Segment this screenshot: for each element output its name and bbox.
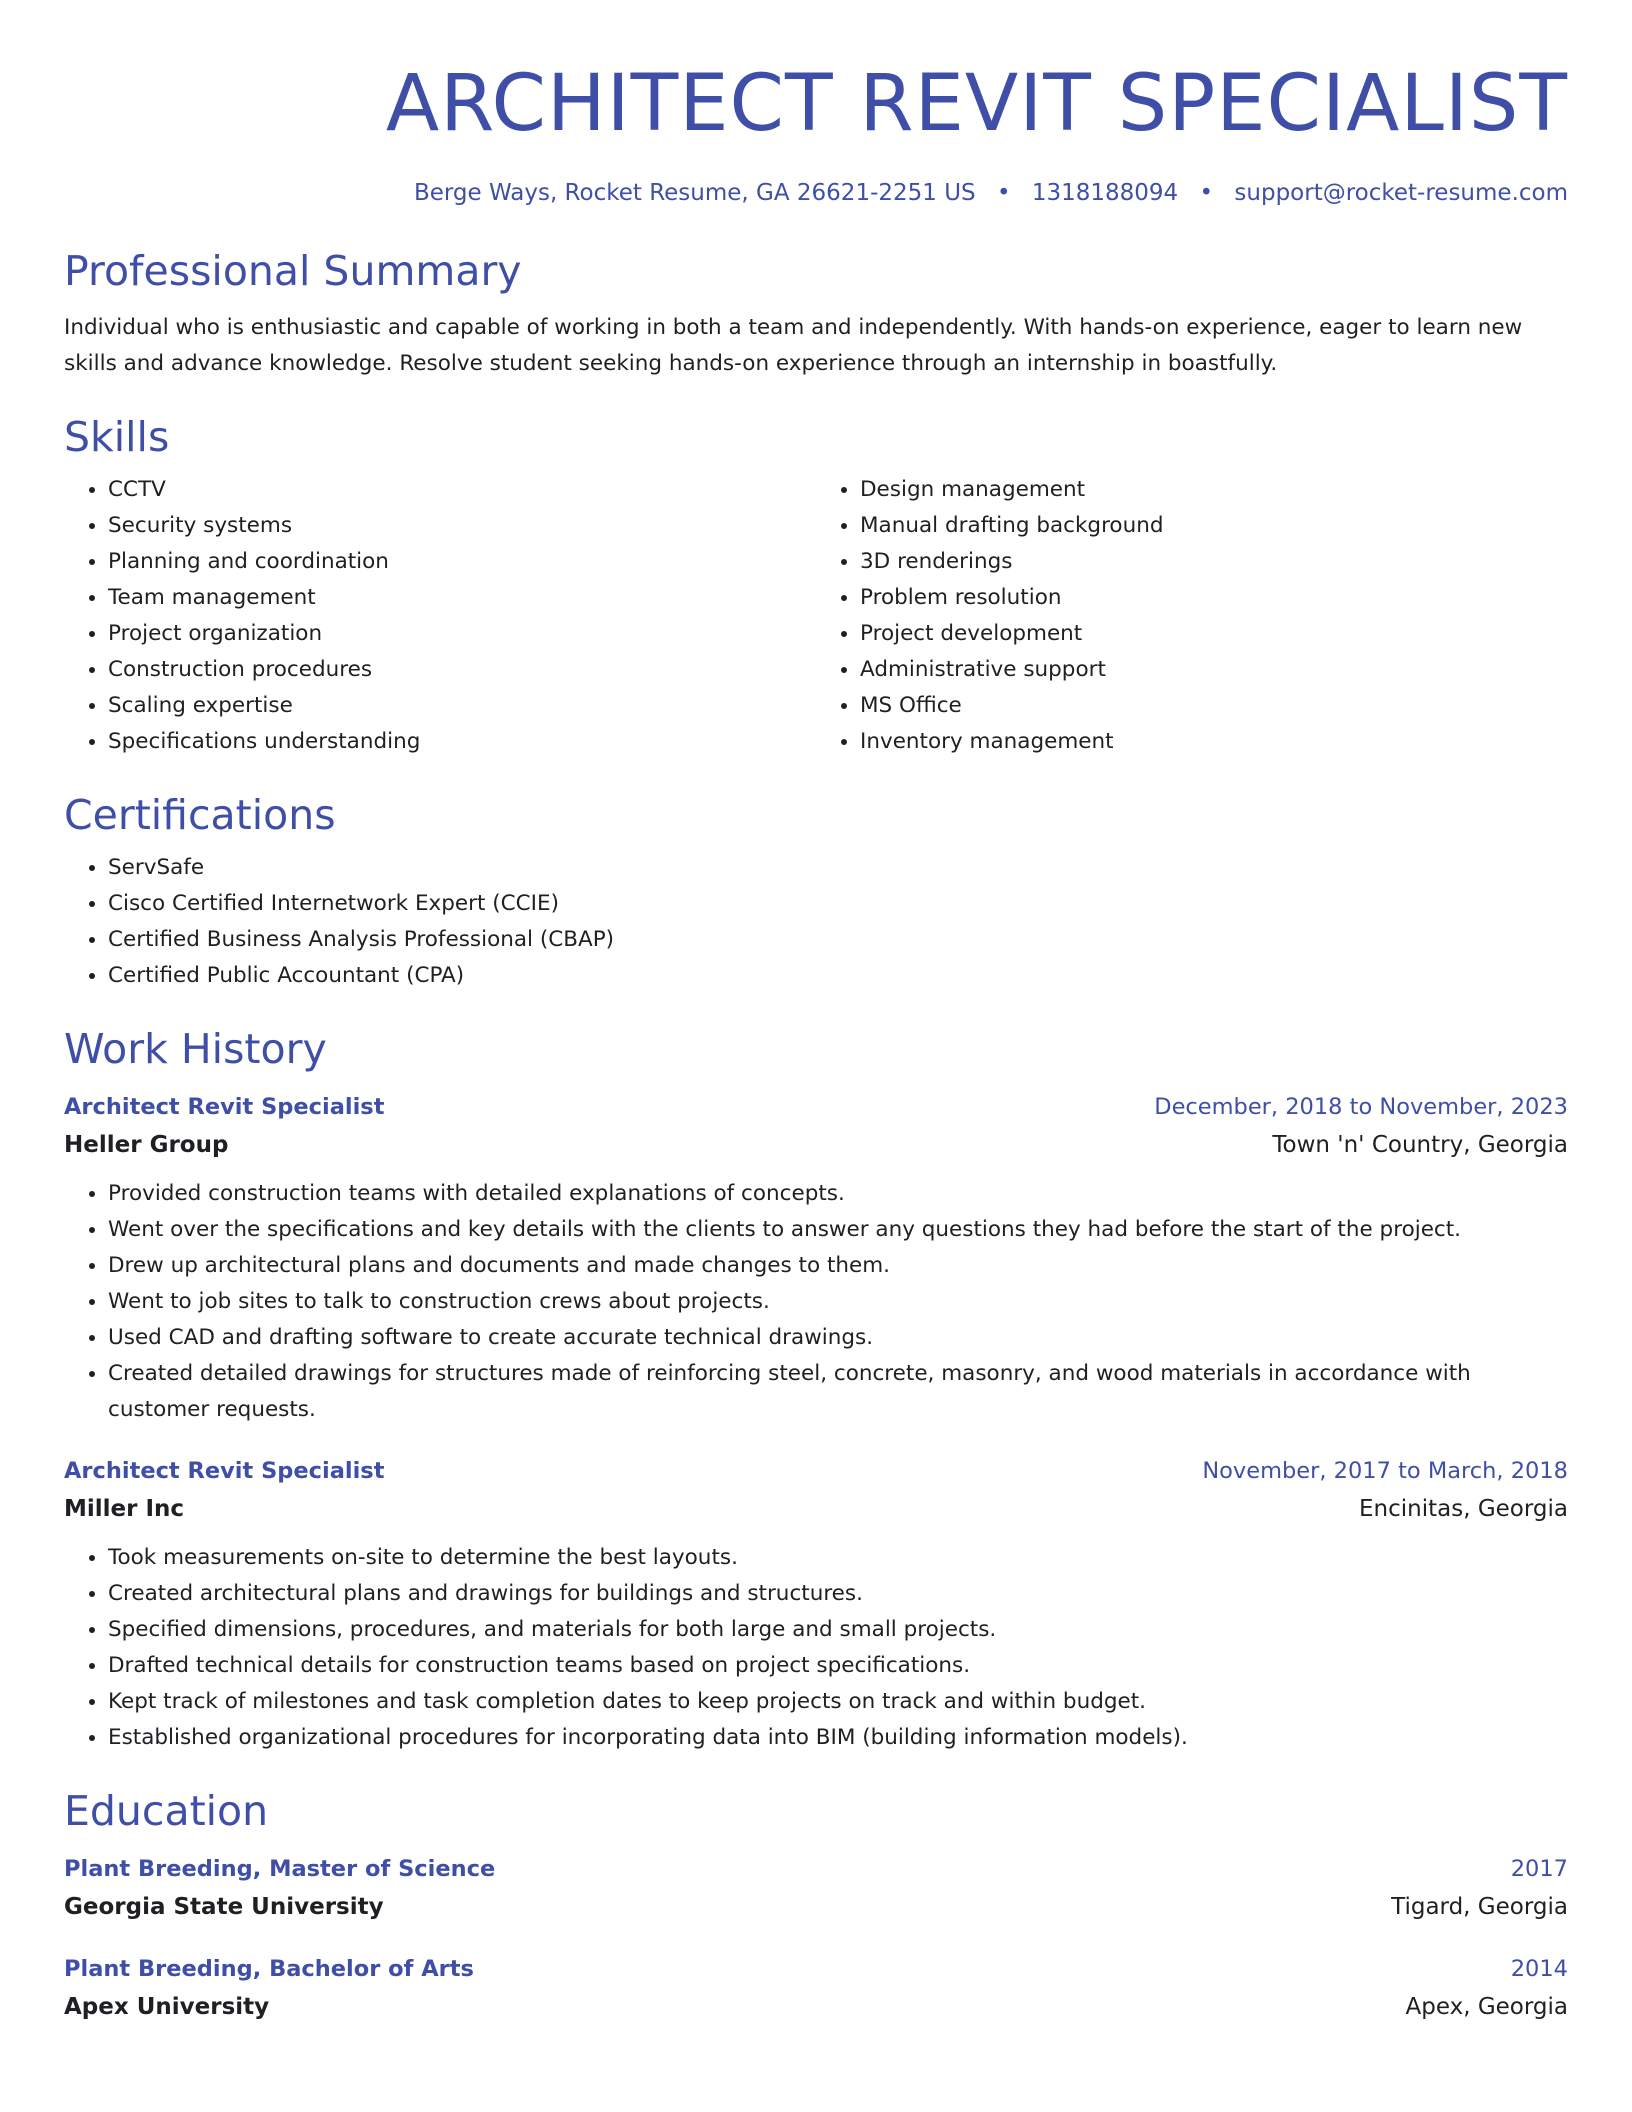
job-entry — [64, 1088, 1568, 1428]
contact-separator: • — [996, 180, 1011, 206]
certifications-list — [64, 850, 1568, 994]
school-row — [64, 1988, 1568, 2026]
job-title-row — [64, 1452, 1568, 1490]
list-item: • ServSafe — [108, 850, 1568, 886]
list-item: • Created architectural plans and drawings for buildings and structures. — [108, 1576, 1568, 1612]
job-title: Architect Revit Specialist — [64, 1094, 385, 1120]
job-location: Town 'n' Country, Georgia — [1272, 1132, 1568, 1158]
list-item: • CCTV — [108, 472, 816, 508]
section-heading-summary: Professional Summary — [64, 247, 522, 295]
list-item: • Established organizational procedures for incorporating data into BIM (building information models). — [108, 1720, 1568, 1756]
skills-section — [64, 412, 1568, 760]
list-item: • Used CAD and drafting software to create accurate technical drawings. — [108, 1320, 1568, 1356]
list-item: • Drafted technical details for construction teams based on project specifications. — [108, 1648, 1568, 1684]
section-heading-certifications: Certifications — [64, 791, 336, 839]
list-item: • Certified Business Analysis Professional (CBAP) — [108, 922, 1568, 958]
skills-list-right — [816, 472, 1568, 760]
job-entry — [64, 1452, 1568, 1756]
candidate-title: ARCHITECT REVIT SPECIALIST — [385, 59, 1568, 149]
school-name: Georgia State University — [64, 1894, 384, 1920]
company-name: Miller Inc — [64, 1496, 185, 1522]
education-section — [64, 1786, 1568, 2026]
job-duties-list — [64, 1540, 1568, 1756]
job-company-row — [64, 1490, 1568, 1528]
graduation-year: 2014 — [1510, 1956, 1568, 1982]
list-item: • Specifications understanding — [108, 724, 816, 760]
section-heading-work-history: Work History — [64, 1025, 327, 1073]
list-item: • Administrative support — [860, 652, 1568, 688]
education-entry — [64, 1850, 1568, 1926]
address: Berge Ways, Rocket Resume, GA 26621-2251 US — [413, 180, 976, 206]
phone-number: 1318188094 — [1031, 180, 1179, 206]
job-title-row — [64, 1088, 1568, 1126]
education-entry — [64, 1950, 1568, 2026]
professional-summary-section — [64, 246, 1568, 382]
work-history-section — [64, 1024, 1568, 1756]
company-name: Heller Group — [64, 1132, 229, 1158]
list-item: • Scaling expertise — [108, 688, 816, 724]
list-item: • Certified Public Accountant (CPA) — [108, 958, 1568, 994]
list-item: • Security systems — [108, 508, 816, 544]
job-location: Encinitas, Georgia — [1358, 1496, 1568, 1522]
skills-columns — [64, 472, 1568, 760]
job-dates: November, 2017 to March, 2018 — [1202, 1458, 1568, 1484]
section-heading-education: Education — [64, 1787, 269, 1835]
school-name: Apex University — [64, 1994, 270, 2020]
list-item: • Drew up architectural plans and documents and made changes to them. — [108, 1248, 1568, 1284]
degree-title: Plant Breeding, Master of Science — [64, 1856, 496, 1882]
list-item: • MS Office — [860, 688, 1568, 724]
list-item: • Specified dimensions, procedures, and materials for both large and small projects. — [108, 1612, 1568, 1648]
degree-title: Plant Breeding, Bachelor of Arts — [64, 1956, 474, 1982]
school-location: Apex, Georgia — [1405, 1994, 1568, 2020]
list-item: • Construction procedures — [108, 652, 816, 688]
list-item: • Team management — [108, 580, 816, 616]
contact-line — [64, 178, 1568, 208]
resume-header — [64, 0, 1568, 208]
list-item: • Kept track of milestones and task completion dates to keep projects on track and within budget. — [108, 1684, 1568, 1720]
list-item: • Manual drafting background — [860, 508, 1568, 544]
list-item: • Planning and coordination — [108, 544, 816, 580]
skills-list-left — [64, 472, 816, 760]
list-item: • Took measurements on-site to determine the best layouts. — [108, 1540, 1568, 1576]
graduation-year: 2017 — [1510, 1856, 1568, 1882]
list-item: • Project organization — [108, 616, 816, 652]
degree-row — [64, 1950, 1568, 1988]
list-item: • Inventory management — [860, 724, 1568, 760]
list-item: • Cisco Certified Internetwork Expert (CCIE) — [108, 886, 1568, 922]
list-item: • Went over the specifications and key details with the clients to answer any questions they had before the start of the project. — [108, 1212, 1568, 1248]
school-row — [64, 1888, 1568, 1926]
list-item: • Design management — [860, 472, 1568, 508]
job-duties-list — [64, 1176, 1568, 1428]
certifications-section — [64, 790, 1568, 994]
list-item: • Provided construction teams with detailed explanations of concepts. — [108, 1176, 1568, 1212]
list-item: • Created detailed drawings for structures made of reinforcing steel, concrete, masonry, and wood materials in accordance with customer requests. — [108, 1356, 1568, 1428]
job-company-row — [64, 1126, 1568, 1164]
section-heading-skills: Skills — [64, 413, 170, 461]
list-item: • 3D renderings — [860, 544, 1568, 580]
list-item: • Problem resolution — [860, 580, 1568, 616]
contact-separator: • — [1199, 180, 1214, 206]
job-dates: December, 2018 to November, 2023 — [1154, 1094, 1568, 1120]
summary-text: Individual who is enthusiastic and capable of working in both a team and independently. With hands-on experience, eager to learn new skills and advance knowledge. Resolve student seeking hands-on experience through an internship in boastfully. — [64, 315, 1523, 376]
degree-row — [64, 1850, 1568, 1888]
school-location: Tigard, Georgia — [1391, 1894, 1568, 1920]
email-link[interactable]: support@rocket-resume.com — [1234, 180, 1568, 206]
list-item: • Project development — [860, 616, 1568, 652]
job-title: Architect Revit Specialist — [64, 1458, 385, 1484]
list-item: • Went to job sites to talk to construction crews about projects. — [108, 1284, 1568, 1320]
